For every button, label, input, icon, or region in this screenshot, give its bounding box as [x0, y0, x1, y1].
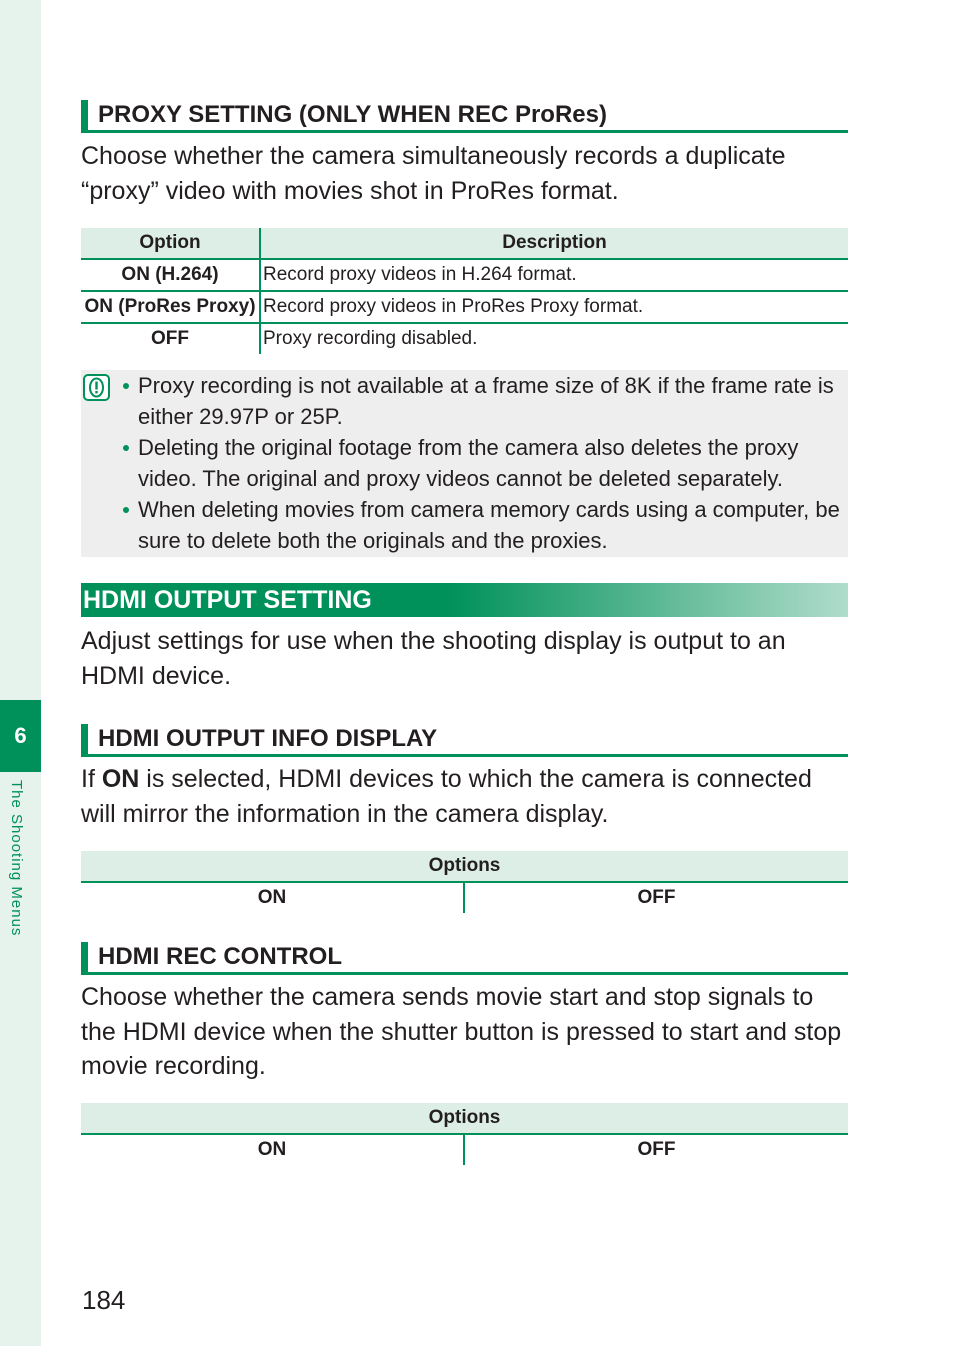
- table-header-description: Description: [260, 228, 848, 259]
- caution-note-box: [81, 370, 848, 557]
- option-cell: OFF: [464, 882, 848, 913]
- chapter-number: 6: [14, 723, 27, 748]
- table-row: [81, 882, 848, 913]
- proxy-setting-description: Choose whether the camera simultaneously records a duplicate “proxy” video with movies shot in ProRes format.: [81, 142, 786, 205]
- table-header-options: Options: [81, 851, 848, 882]
- hdmi-rec-control-description: Choose whether the camera sends movie start and stop signals to the HDMI device when the shutter button is pressed to start and stop movie recording.: [81, 983, 842, 1080]
- description-text: If: [81, 765, 102, 793]
- table-row: [81, 291, 848, 323]
- list-item: When deleting movies from camera memory cards using a computer, be sure to delete both the originals and the proxies.: [121, 494, 848, 556]
- hdmi-output-setting-description: Adjust settings for use when the shooting display is output to an HDMI device.: [81, 627, 786, 690]
- option-cell: ON (ProRes Proxy): [81, 291, 260, 323]
- description-text: is selected, HDMI devices to which the camera is connected will mirror the information in the camera display.: [81, 765, 812, 828]
- table-row: [81, 1134, 848, 1165]
- hdmi-rec-control-heading: HDMI REC CONTROL: [81, 942, 848, 975]
- hdmi-info-display-description: [81, 762, 851, 831]
- table-row: [81, 323, 848, 354]
- table-header-row: [81, 851, 848, 882]
- proxy-setting-heading: PROXY SETTING (ONLY WHEN REC ProRes): [81, 100, 848, 133]
- hdmi-rec-options-table: [81, 1103, 848, 1165]
- list-item: Deleting the original footage from the camera also deletes the proxy video. The original and proxy videos cannot be deleted separately.: [121, 432, 848, 494]
- hdmi-info-options-table: [81, 851, 848, 913]
- chapter-tab: [0, 700, 41, 772]
- option-cell: ON (H.264): [81, 259, 260, 291]
- option-cell: OFF: [151, 328, 189, 349]
- description-emphasis: ON: [101, 765, 140, 793]
- table-header-option: Option: [81, 228, 260, 259]
- exclamation-caution-icon: [83, 374, 110, 401]
- caution-note-list: [121, 370, 848, 556]
- option-cell: ON: [257, 887, 287, 908]
- proxy-options-table: [81, 228, 848, 354]
- option-cell: ON: [257, 1139, 287, 1160]
- table-header-row: [81, 228, 848, 259]
- page-number: 184: [82, 1285, 126, 1315]
- hdmi-info-display-heading: HDMI OUTPUT INFO DISPLAY: [81, 724, 848, 757]
- description-cell: Record proxy videos in H.264 format.: [260, 259, 848, 291]
- table-header-row: [81, 1103, 848, 1134]
- hdmi-output-setting-heading: HDMI OUTPUT SETTING: [81, 583, 848, 617]
- chapter-label: The Shooting Menus: [8, 780, 25, 937]
- sidebar-strip: [0, 0, 41, 1346]
- table-header-options: Options: [81, 1103, 848, 1134]
- table-row: [81, 259, 848, 291]
- list-item: Proxy recording is not available at a frame size of 8K if the frame rate is either 29.97P or 25P.: [121, 370, 848, 432]
- description-cell: Proxy recording disabled.: [260, 323, 848, 354]
- description-cell: Record proxy videos in ProRes Proxy format.: [260, 291, 848, 323]
- option-cell: OFF: [464, 1134, 848, 1165]
